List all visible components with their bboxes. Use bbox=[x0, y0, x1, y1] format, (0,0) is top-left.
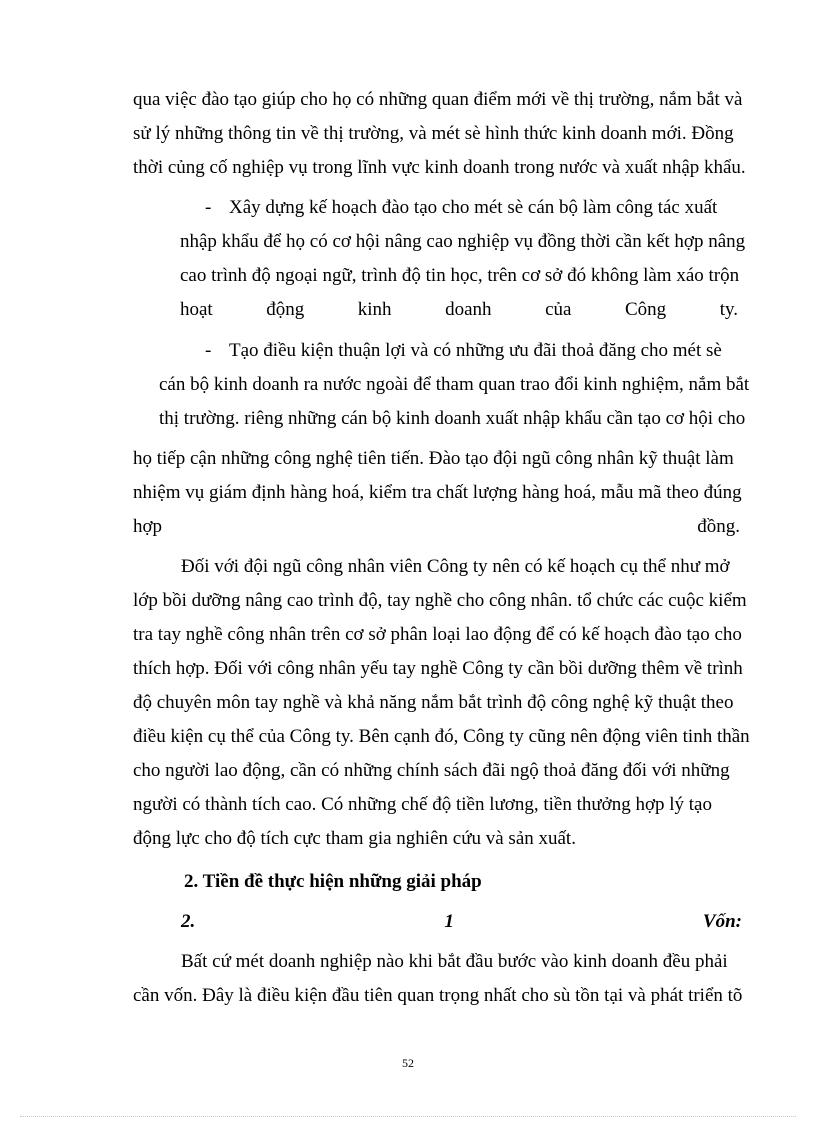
section-heading: 2. Tiền đề thực hiện những giải pháp bbox=[184, 871, 482, 892]
subsection-number: 1 bbox=[444, 911, 454, 932]
text-line: nhiệm vụ giám định hàng hoá, kiểm tra chất lượng hàng hoá, mẫu mã theo đúng bbox=[133, 482, 742, 503]
subsection-number: 2. bbox=[181, 911, 196, 932]
word: ty. bbox=[719, 299, 738, 320]
word: đồng. bbox=[697, 516, 740, 537]
text-line: sử lý những thông tin về thị trường, và mét sè hình thức kinh doanh mới. Đồng bbox=[133, 123, 734, 144]
text-line: lớp bồi dưỡng nâng cao trình độ, tay nghề cho công nhân. tổ chức các cuộc kiểm bbox=[133, 590, 747, 611]
text-line: thị trường. riêng những cán bộ kinh doanh xuất nhập khẩu cần tạo cơ hội cho bbox=[159, 408, 746, 429]
bullet-dash: - bbox=[205, 340, 212, 361]
text-line: thời củng cố nghiệp vụ trong lĩnh vực kinh doanh trong nước và xuất nhập khẩu. bbox=[133, 157, 746, 178]
text-line: Đối với đội ngũ công nhân viên Công ty nên có kế hoạch cụ thể như mở bbox=[181, 556, 730, 577]
text-line: cán bộ kinh doanh ra nước ngoài để tham quan trao đổi kinh nghiệm, nắm bắt bbox=[159, 374, 750, 395]
text-line: Tạo điều kiện thuận lợi và có những ưu đãi thoả đăng cho mét sè bbox=[229, 340, 722, 361]
word: của bbox=[545, 299, 572, 320]
text-line: cần vốn. Đây là điều kiện đầu tiên quan trọng nhất cho sù tồn tại và phát triển tõ bbox=[133, 985, 743, 1006]
justified-line bbox=[180, 298, 738, 322]
word: Công bbox=[624, 299, 667, 320]
text-line: động lực cho độ tích cực tham gia nghiên cứu và sản xuất. bbox=[133, 828, 576, 849]
text-line: họ tiếp cận những công nghệ tiên tiến. Đào tạo đội ngũ công nhân kỹ thuật làm bbox=[133, 448, 734, 469]
bullet-dash: - bbox=[205, 197, 212, 218]
word: hoạt bbox=[180, 299, 213, 320]
justified-line bbox=[133, 515, 740, 539]
word: động bbox=[266, 299, 305, 320]
page-number: 52 bbox=[402, 1056, 414, 1070]
text-line: thích hợp. Đối với công nhân yếu tay nghề Công ty cần bồi dưỡng thêm về trình bbox=[133, 658, 743, 679]
word: hợp bbox=[133, 516, 163, 537]
text-line: người có thành tích cao. Có những chế độ tiền lương, tiền thưởng hợp lý tạo bbox=[133, 794, 712, 815]
subsection-heading bbox=[181, 910, 742, 934]
word: doanh bbox=[445, 299, 492, 320]
text-line: Bất cứ mét doanh nghiệp nào khi bắt đầu bước vào kinh doanh đều phải bbox=[181, 951, 728, 972]
page-bottom-divider bbox=[20, 1116, 796, 1117]
text-line: điều kiện cụ thể của Công ty. Bên cạnh đó, Công ty cũng nên động viên tinh thần bbox=[133, 726, 750, 747]
word: kinh bbox=[357, 299, 392, 320]
text-line: cao trình độ ngoại ngữ, trình độ tin học, trên cơ sở đó không làm xáo trộn bbox=[180, 265, 740, 286]
text-line: độ chuyên môn tay nghề và khả năng nắm bắt trình độ công nghệ kỹ thuật theo bbox=[133, 692, 734, 713]
subsection-title: Vốn: bbox=[702, 911, 742, 932]
text-line: tra tay nghề công nhân trên cơ sở phân loại lao động để có kế hoạch đào tạo cho bbox=[133, 624, 742, 645]
text-line: nhập khẩu để họ có cơ hội nâng cao nghiệp vụ đồng thời cần kết hợp nâng bbox=[180, 231, 746, 252]
text-line: cho người lao động, cần có những chính sách đãi ngộ thoả đăng đối với những bbox=[133, 760, 730, 781]
text-line: Xây dựng kế hoạch đào tạo cho mét sè cán bộ làm công tác xuất bbox=[229, 197, 718, 218]
text-line: qua việc đào tạo giúp cho họ có những quan điểm mới về thị trường, nắm bắt và bbox=[133, 89, 743, 110]
